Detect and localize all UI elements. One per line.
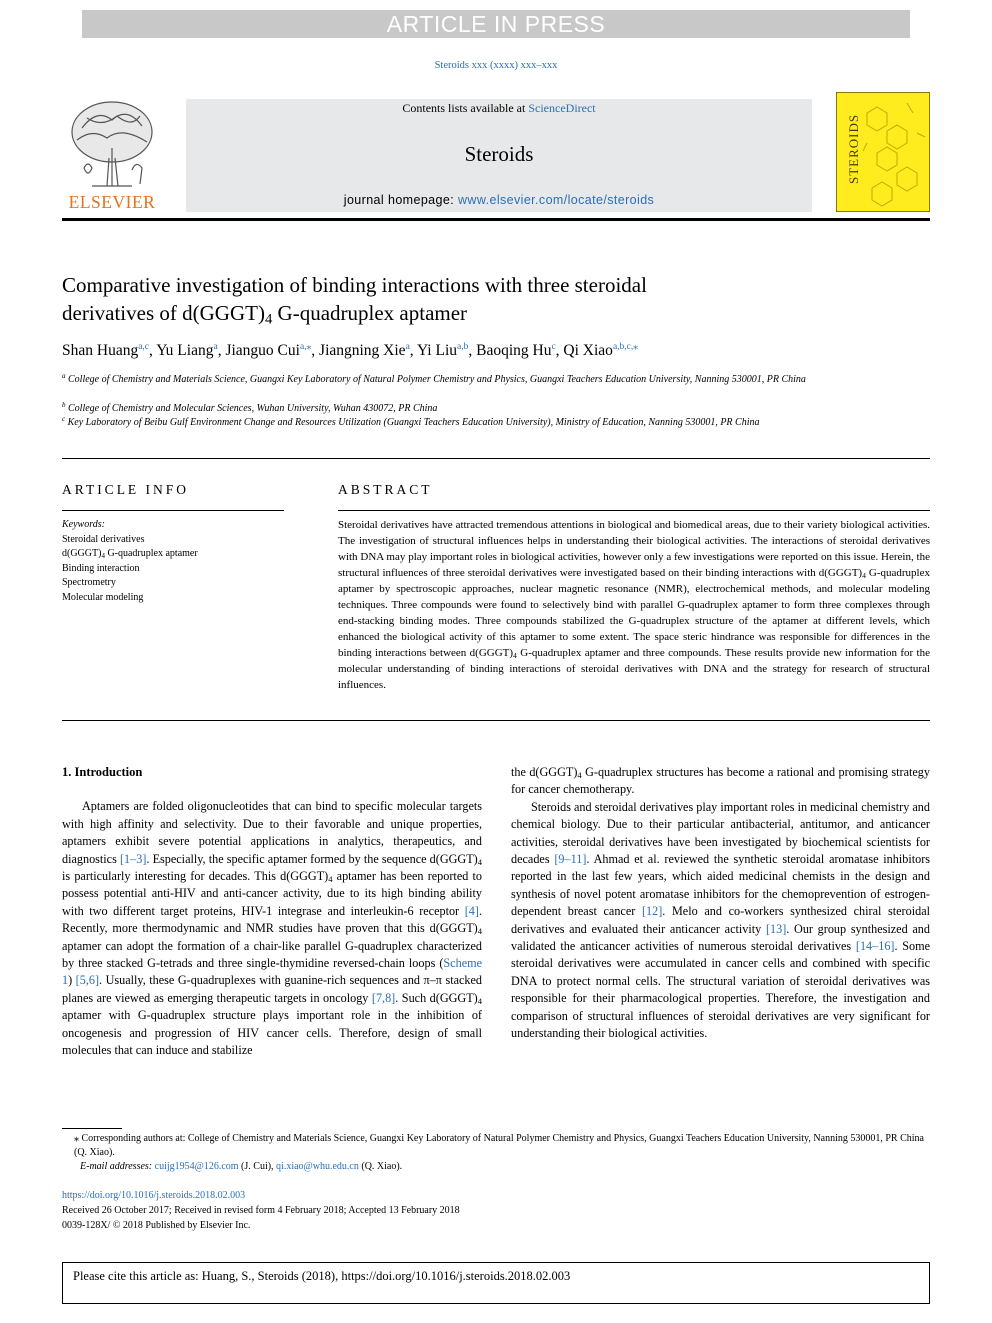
email-link-cui[interactable]: cuijg1954@126.com [154,1161,239,1172]
publisher-logo-text: ELSEVIER [68,192,156,212]
intro-paragraph-1: Aptamers are folded oligonucleotides that can bind to specific molecular targets with high affinity and selectivity. Due to their favorable and unique properties, aptamers exhibit severe potential applications in analytics, therapeutics, and diagnostics [1–3]. Especially, the specific aptamer formed by the sequence $d(GGGT)_4$ is particularly interesting for decades. This $d(GGGT)_4$ aptamer has been reported to possess potential anti-HIV and anti-cancer activity, due to its high binding ability with two different target proteins, HIV-1 integrase and interleukin-6 receptor [4]. Recently, more thermodynamic and NMR studies have proven that this $d(GGGT)_4$ aptamer can adopt the formation of a chair-like parallel G-quadruplex characterized by three stacked G-tetrads and three single-thymidine reversed-chain loops (Scheme 1) [5,6]. Usually, these G-quadruplexes with guanine-rich sequences and π–π stacked planes are viewed as emerging therapeutic targets in oncology [7,8]. Such $d(GGGT)_4$ aptamer with G-quadruplex structure plays important role in the inhibition of oncogenesis and progression of HIV cancer cells. Therefore, design of small molecules that can induce and stabilize [62,799,482,1058]
email-link-xiao[interactable]: qi.xiao@whu.edu.cn [276,1161,359,1172]
keyword: Molecular modeling [62,591,144,603]
keywords-label: Keywords: [62,519,105,530]
body-column-right [511,764,930,1043]
publication-info [62,1188,930,1233]
keyword: Steroidal derivatives [62,533,145,545]
author-list: Shan Huang$^{a,c}$, Yu Liang$^a$, Jianguo Cui$^{a,⁎}$, Jiangning Xie$^a$, Yi Liu$^{a,b}$, Baoqing Hu$^c$, Qi Xiao$^{a,b,c,⁎}$ [62,342,638,359]
email-line: E-mail addresses: cuijg1954@126.com (J. Cui), qi.xiao@whu.edu.cn (Q. Xiao). [80,1161,403,1172]
affiliation-b: $^b$ College of Chemistry and Molecular Sciences, Wuhan University, Wuhan 430072, PR China [62,401,438,414]
affiliation-c: $^c$ Key Laboratory of Beibu Gulf Environment Change and Resources Utilization (Guangxi Teachers Education University), Ministry of Education, Nanning 530001, PR China [62,415,760,428]
section-heading-introduction: 1. Introduction [62,765,143,779]
journal-title: Steroids [464,142,534,166]
author-name: Yu Liang [156,342,214,359]
affiliation-rule [62,458,930,459]
intro-paragraph-1-continued: the $d(GGGT)_4$ G-quadruplex structures has become a rational and promising strategy for cancer chemotherapy. [511,765,930,797]
journal-cover-image [836,92,930,212]
article-in-press-banner: ARTICLE IN PRESS [82,10,910,38]
cover-title: STEROIDS [846,113,861,184]
doi-link[interactable]: https://doi.org/10.1016/j.steroids.2018.02.003 [62,1190,246,1201]
author-affiliation-marker[interactable]: c [551,342,556,352]
citation-doi[interactable]: https://doi.org/10.1016/j.steroids.2018.02.003 [341,1269,571,1283]
author-affiliation-marker[interactable]: a,⁎ [299,342,312,352]
author-name: Jiangning Xie [319,342,406,359]
keyword: Binding interaction [62,562,140,574]
footnote-rule [62,1128,122,1129]
abstract-bottom-rule [62,720,930,721]
abstract-heading: ABSTRACT [338,482,433,497]
abstract-text: Steroidal derivatives have attracted tremendous attentions in biological and biomedical areas, due to their variety biological activities. The investigation of structural influences helps in understanding their biological activities. The interactions of steroidal derivatives with DNA may play important roles in biological activities, however only a few investigations were reported on this issue. Herein, the structural influences of three steroidal derivatives were investigated based on their binding interactions with $d(GGGT)_4$ G-quadruplex aptamer by spectroscopic approaches, nuclear magnetic resonance (NMR), electrochemical methods, and molecular modeling techniques. Three compounds were found to selectively bind with parallel G-quadruplex aptamer to form three complexes through end-stacking binding modes. Three compounds stabilized the G-quadruplex structure of the aptamer at different levels, which enhanced the biological activity of this aptamer to some extent. The space steric hindrance was responsible for differences in the binding interactions between $d(GGGT)_4$ G-quadruplex aptamer and three compounds. These results provide new information for the molecular understanding of binding interactions of steroidal derivatives with DNA and the strategy for research of structural influences. [338,519,930,691]
footnotes [62,1132,930,1174]
author-affiliation-marker[interactable]: a [405,342,410,352]
article-title: Comparative investigation of binding interactions with three steroidal derivatives of $d(GGGT)_4$ G-quadruplex aptamer [62,273,647,328]
keyword: Spectrometry [62,577,116,588]
author-name: Qi Xiao [563,342,613,359]
article-info-heading: ARTICLE INFO [62,482,190,497]
author-affiliation-marker[interactable]: a,c [138,342,150,352]
author-name: Shan Huang [62,342,139,359]
affiliation-a: $^a$ College of Chemistry and Materials Science, Guangxi Key Laboratory of Natural Polymer Chemistry and Physics, Guangxi Teachers Education University, Nanning 530001, PR China [62,372,806,385]
body-column-left [62,764,482,1060]
header-rule [62,218,930,221]
journal-homepage-line: journal homepage: www.elsevier.com/locate/steroids [343,193,655,207]
author-name: Yi Liu [416,342,458,359]
article-info-rule [62,510,284,511]
author-affiliation-marker[interactable]: a [213,342,218,352]
received-dates: Received 26 October 2017; Received in revised form 4 February 2018; Accepted 13 February 2018 [62,1205,460,1216]
abstract-rule [338,510,930,511]
corresponding-author-note: ⁎ Corresponding authors at: College of Chemistry and Materials Science, Guangxi Key Laboratory of Natural Polymer Chemistry and Physics, Guangxi Teachers Education University, Nanning 530001, PR China (Q. Xiao). [74,1133,924,1158]
author-name: Jianguo Cui [225,342,300,359]
author-name: Baoqing Hu [476,342,552,359]
contents-line: Contents lists available at ScienceDirect [402,101,596,115]
author-affiliation-marker[interactable]: a,b,c,⁎ [612,342,638,352]
journal-reference-link[interactable]: Steroids xxx (xxxx) xxx–xxx [434,60,558,71]
journal-homepage-link[interactable]: www.elsevier.com/locate/steroids [458,193,655,207]
copyright-line: 0039-128X/ © 2018 Published by Elsevier Inc. [62,1220,251,1231]
author-affiliation-marker[interactable]: a,b [457,342,469,352]
intro-paragraph-2: Steroids and steroidal derivatives play important roles in medicinal chemistry and chemical biology. Due to their particular antibacterial, antitumor, and anticancer activities, steroidal derivatives have been investigated by biochemical scientists for decades [9–11]. Ahmad et al. reviewed the synthetic steroidal aromatase inhibitors reported in the last few years, which aided medicinal chemists in the design and synthesis of novel potent aromatase inhibitors for the chemoprevention of estrogen-dependent breast cancer [12]. Melo and co-workers synthesized chiral steroidal derivatives and evaluated their anticancer activity [13]. Our group synthesized and validated the anticancer activities of numerous steroidal derivatives [14–16]. Some steroidal derivatives were accumulated in cancer cells and combined with specific DNA to protect normal cells. The structural variation of steroidal derivatives was responsible for their pharmacological properties. Therefore, the investigation and comparison of structural influences of steroidal derivatives are very significant for understanding their biological activities. [511,799,930,1041]
keyword: $d(GGGT)_4$ G-quadruplex aptamer [62,548,198,560]
citation-box: Please cite this article as: Huang, S., Steroids (2018), https://doi.org/10.1016/j.steroids.2018.02.003 [62,1262,930,1304]
sciencedirect-link[interactable]: ScienceDirect [528,101,596,115]
keywords-block [62,518,302,605]
